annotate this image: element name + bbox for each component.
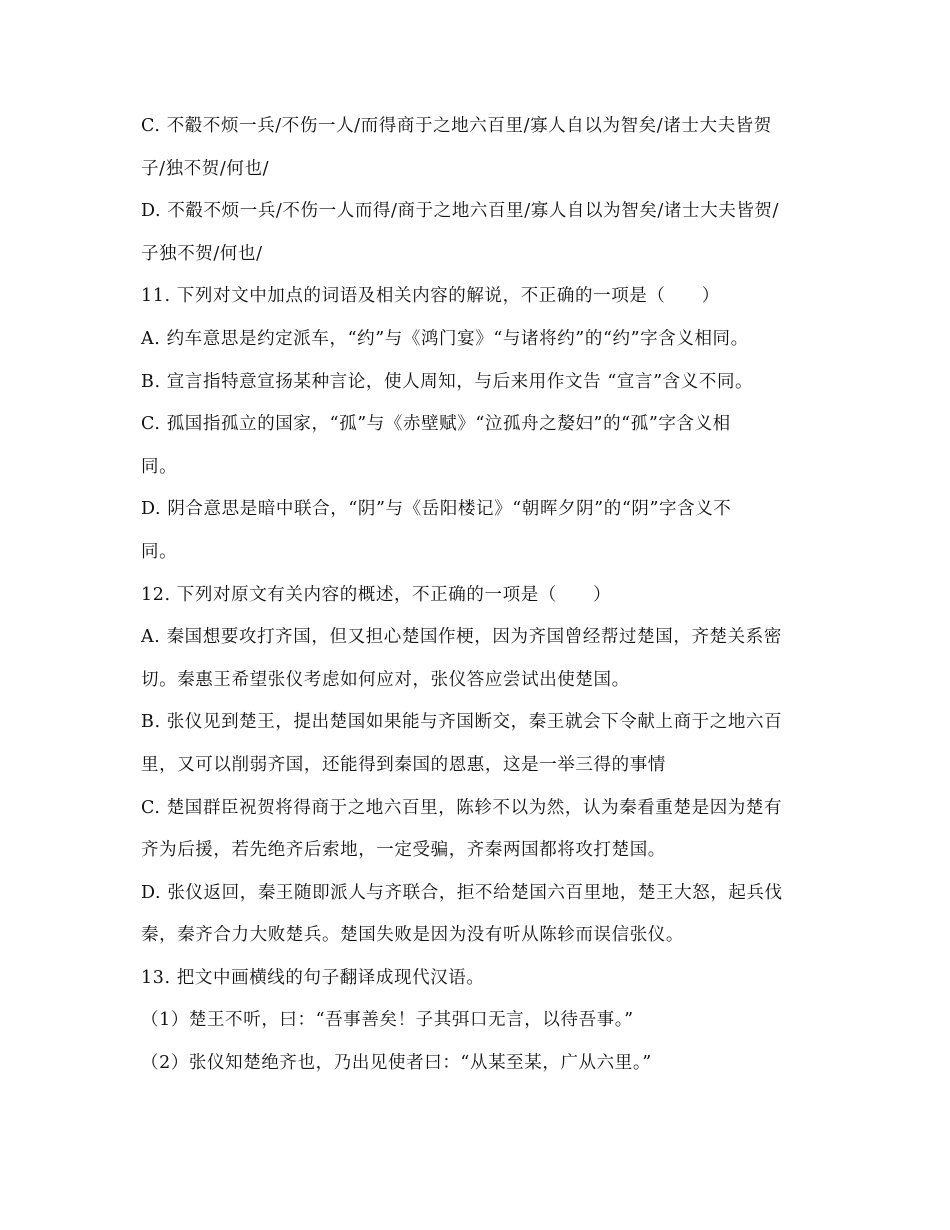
q12-option-b-line-2: 里，又可以削弱齐国，还能得到秦国的恩惠，这是一举三得的事情 (141, 754, 666, 775)
q13-item-1: （1）楚王不听，曰：“吾事善矣！子其弭口无言，以待吾事。” (141, 1010, 634, 1031)
question-13: 13. 把文中画横线的句子翻译成现代汉语。 (141, 967, 485, 988)
q11-option-b: B. 宣言指特意宣扬某种言论，使人周知，与后来用作文告 “宣言”含义不同。 (141, 371, 754, 392)
q12-option-d-line-2: 秦，秦齐合力大败楚兵。楚国失败是因为没有听从陈轸而误信张仪。 (141, 925, 684, 946)
q11-option-c-line-1: C. 孤国指孤立的国家，“孤”与《赤壁赋》“泣孤舟之嫠妇”的“孤”字含义相 (141, 414, 731, 435)
q12-option-c-line-2: 齐为后援，若先绝齐后索地，一定受骗，齐秦两国都将攻打楚国。 (141, 840, 666, 861)
q12-option-c-line-1: C. 楚国群臣祝贺将得商于之地六百里，陈轸不以为然，认为秦看重楚是因为楚有 (141, 797, 783, 818)
option-c-line-1: C. 不觳不烦一兵/不伤一人/而得商于之地六百里/寡人自以为智矣/诸士大夫皆贺 (141, 116, 772, 136)
option-d-line-2: 子独不贺/何也/ (141, 243, 263, 264)
question-11: 11. 下列对文中加点的词语及相关内容的解说，不正确的一项是（ ） (141, 286, 720, 307)
q12-option-b-line-1: B. 张仪见到楚王，提出楚国如果能与齐国断交，秦王就会下令献上商于之地六百 (141, 712, 783, 733)
q11-option-a: A. 约车意思是约定派车，“约”与《鸿门宴》“与诸将约”的“约”字含义相同。 (141, 328, 749, 349)
q12-option-a-line-1: A. 秦国想要攻打齐国，但又担心楚国作梗，因为齐国曾经帮过楚国，齐楚关系密 (141, 627, 782, 648)
document-page (141, 105, 821, 1085)
q12-option-a-line-2: 切。秦惠王希望张仪考虑如何应对，张仪答应尝试出使楚国。 (141, 669, 630, 690)
option-c-line-2: 子/独不贺/何也/ (141, 158, 270, 179)
q11-option-d-line-1: D. 阴合意思是暗中联合，“阴”与《岳阳楼记》“朝晖夕阴”的“阴”字含义不 (141, 499, 732, 520)
q12-option-d-line-1: D. 张仪返回，秦王随即派人与齐联合，拒不给楚国六百里地，楚王大怒，起兵伐 (141, 882, 783, 903)
option-d-line-1: D. 不觳不烦一兵/不伤一人而得/商于之地六百里/寡人自以为智矣/诸士大夫皆贺/ (141, 201, 780, 222)
q13-item-2: （2）张仪知楚绝齐也，乃出见使者曰：“从某至某，广从六里。” (141, 1053, 652, 1074)
q11-option-c-line-2: 同。 (141, 456, 178, 477)
q11-option-d-line-2: 同。 (141, 541, 178, 562)
question-12: 12. 下列对原文有关内容的概述，不正确的一项是（ ） (141, 584, 612, 605)
